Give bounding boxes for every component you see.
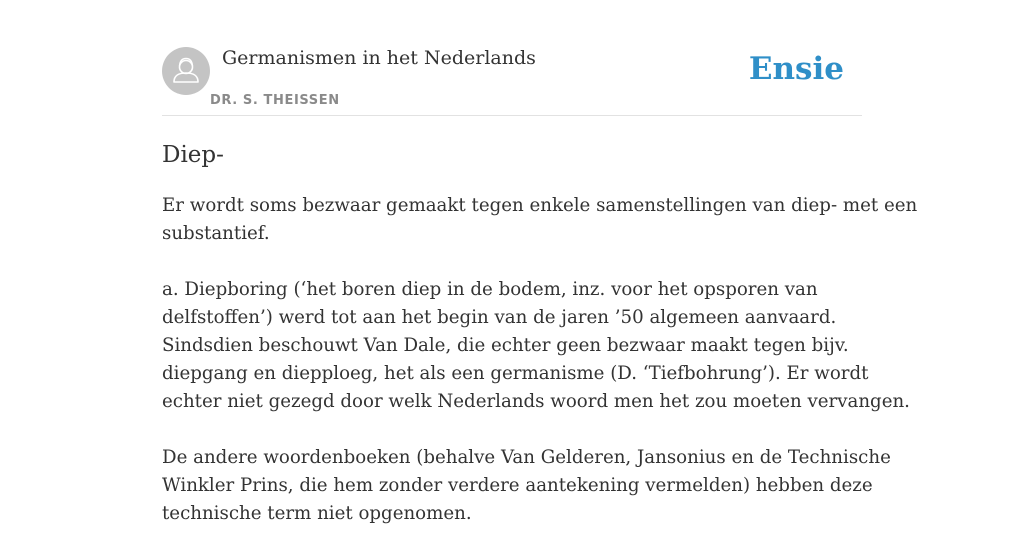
text-line: Er wordt soms bezwaar gemaakt tegen enkele samenstellingen van diep- met een (162, 195, 918, 216)
ensie-logo[interactable]: Ensie (748, 51, 844, 87)
text-line: De andere woordenboeken (behalve Van Gelderen, Jansonius en de Technische (162, 447, 891, 468)
text-line: Sindsdien beschouwt Van Dale, die echter geen bezwaar maakt tegen bijv. (162, 335, 849, 356)
author-name[interactable]: DR. S. THEISSEN (210, 93, 340, 108)
text-line: delfstoffen’) werd tot aan het begin van de jaren ’50 algemeen aanvaard. (162, 307, 837, 328)
user-icon (162, 47, 210, 95)
book-header (162, 0, 862, 116)
paragraph (162, 192, 918, 248)
text-line: a. Diepboring (‘het boren diep in de bodem, inz. voor het opsporen van (162, 279, 818, 300)
paragraph (162, 444, 891, 528)
text-line: diepgang en diepploeg, het als een germanisme (D. ‘Tiefbohrung’). Er wordt (162, 363, 869, 384)
book-title[interactable]: Germanismen in het Nederlands (222, 47, 536, 69)
entry-body (162, 192, 918, 556)
paragraph (162, 276, 910, 416)
text-line: technische term niet opgenomen. (162, 503, 472, 524)
text-line: substantief. (162, 223, 270, 244)
page (162, 0, 918, 524)
text-line: Winkler Prins, die hem zonder verdere aantekening vermelden) hebben deze (162, 475, 873, 496)
text-line: echter niet gezegd door welk Nederlands woord men het zou moeten vervangen. (162, 391, 910, 412)
entry-title: Diep- (162, 142, 224, 168)
avatar[interactable] (162, 47, 210, 95)
